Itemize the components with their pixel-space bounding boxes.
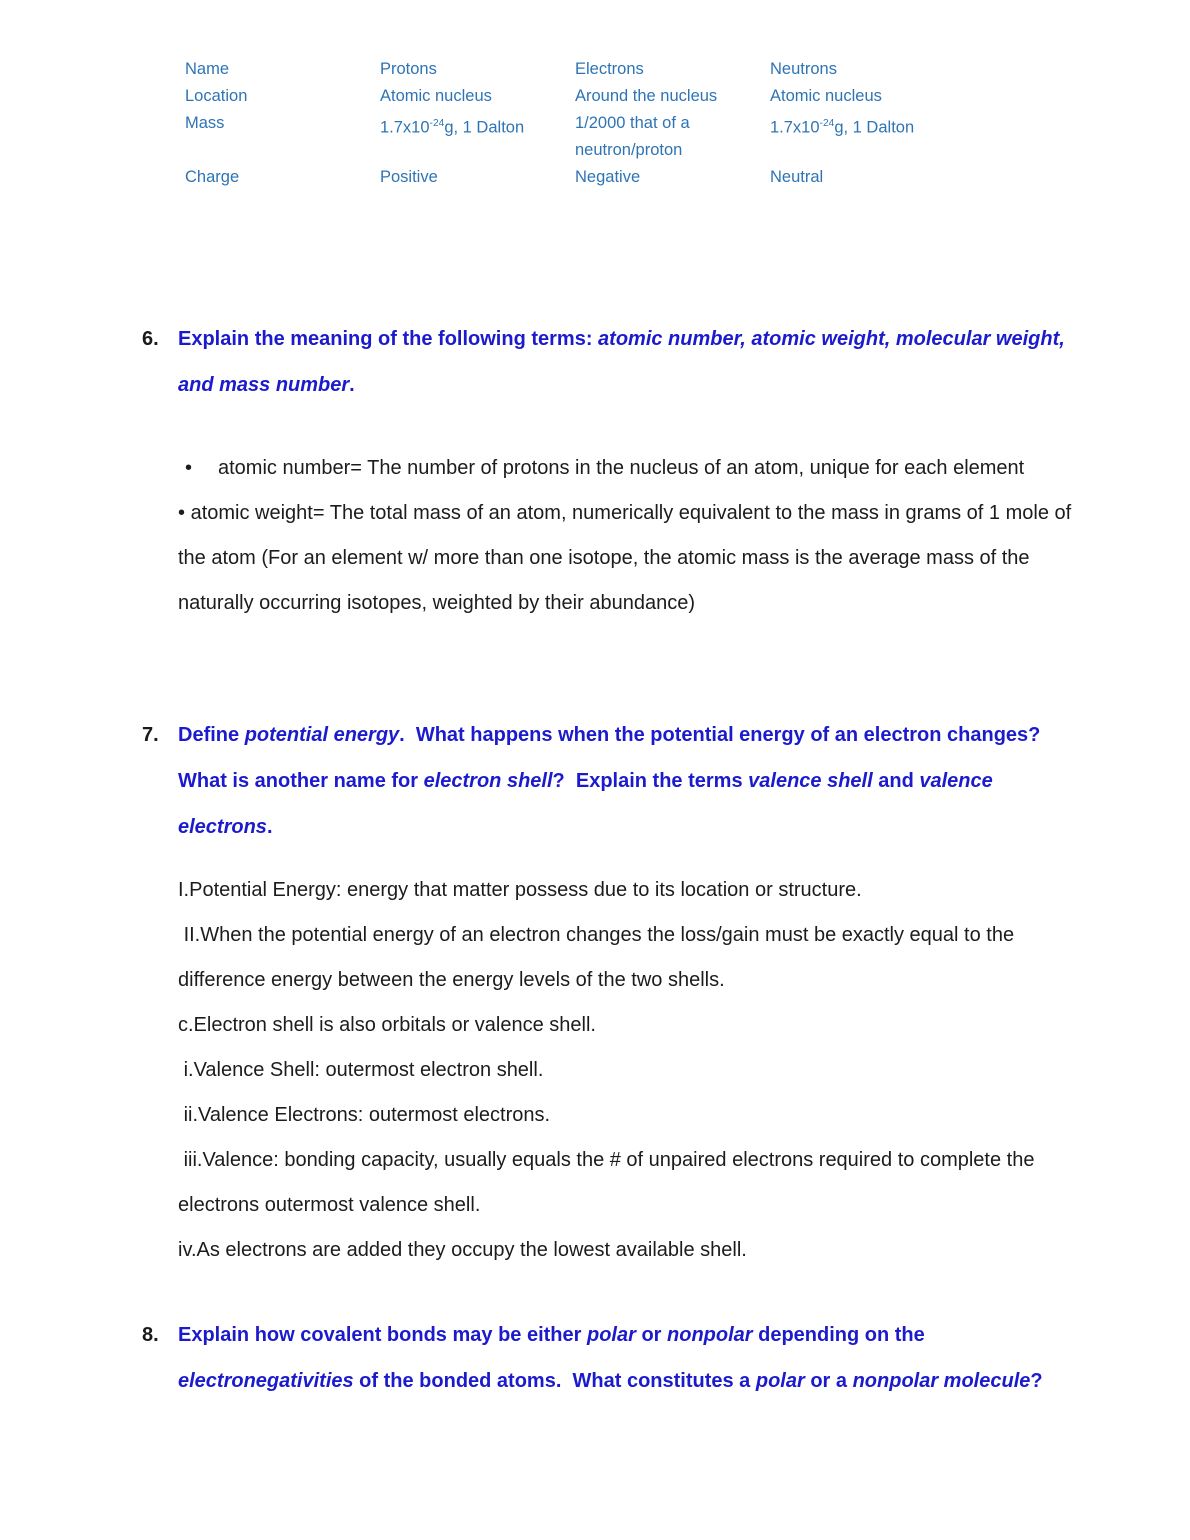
table-cell: Protons bbox=[380, 60, 437, 78]
question-8 bbox=[142, 1312, 1068, 1404]
question-8-text: Explain how covalent bonds may be either polar or nonpolar depending on the electronegativities of the bonded atoms. What constitutes a polar or a nonpolar molecule? bbox=[178, 1324, 1043, 1392]
table-cell: Mass bbox=[185, 114, 225, 132]
answer-line: I.Potential Energy: energy that matter possess due to its location or structure. bbox=[178, 879, 862, 901]
bullet-text: atomic number= The number of protons in the nucleus of an atom, unique for each element bbox=[218, 457, 1025, 479]
table-cell: Electrons bbox=[575, 60, 644, 78]
question-7-text: Define potential energy. What happens when the potential energy of an electron changes? What is another name for electron shell? Explain the terms valence shell and valence electrons. bbox=[178, 724, 1052, 838]
question-6-text: Explain the meaning of the following terms: atomic number, atomic weight, molecular weight, and mass number. bbox=[178, 328, 1071, 396]
answer-line: II.When the potential energy of an electron changes the loss/gain must be exactly equal to the difference energy between the energy levels of the two shells. bbox=[178, 924, 1020, 991]
question-7 bbox=[142, 712, 1068, 850]
question-6-number: 6. bbox=[142, 328, 159, 350]
answer-line: i.Valence Shell: outermost electron shell. bbox=[178, 1059, 544, 1081]
table-cell: Atomic nucleus bbox=[380, 87, 492, 105]
answer-line: iv.As electrons are added they occupy the lowest available shell. bbox=[178, 1239, 747, 1261]
atom-properties-table bbox=[185, 56, 926, 191]
table-cell: Negative bbox=[575, 168, 641, 186]
table-cell: Around the nucleus bbox=[575, 87, 718, 105]
question-8-number: 8. bbox=[142, 1324, 159, 1346]
bullet-marker: • bbox=[185, 457, 193, 479]
table-cell: Name bbox=[185, 60, 230, 78]
answer-line: c.Electron shell is also orbitals or valence shell. bbox=[178, 1014, 596, 1036]
answer-line: ii.Valence Electrons: outermost electrons. bbox=[178, 1104, 551, 1126]
table-cell: Location bbox=[185, 87, 248, 105]
table-cell: 1/2000 that of a neutron/proton bbox=[575, 114, 690, 159]
bullet-item bbox=[178, 491, 1093, 626]
question-7-number: 7. bbox=[142, 724, 159, 746]
answer-line: iii.Valence: bonding capacity, usually equals the # of unpaired electrons required to complete the electrons outermost valence shell. bbox=[178, 1149, 1041, 1216]
bullet-text: atomic weight= The total mass of an atom, numerically equivalent to the mass in grams of 1 mole of the atom (For an element w/ more than one isotope, the atomic mass is the average mass of the naturally occurring isotopes, weighted by their abundance) bbox=[178, 502, 1077, 614]
table-cell: $1.7x10^{-24}g$, 1 Dalton bbox=[380, 118, 525, 137]
table-cell: $1.7x10^{-24}g$, 1 Dalton bbox=[770, 118, 915, 137]
bullet-item bbox=[178, 446, 1093, 491]
question-6 bbox=[142, 316, 1071, 408]
bullet-marker: • bbox=[178, 502, 186, 524]
table-cell: Positive bbox=[380, 168, 438, 186]
table-cell: Atomic nucleus bbox=[770, 87, 882, 105]
table-cell: Charge bbox=[185, 168, 240, 186]
table-cell: Neutral bbox=[770, 168, 824, 186]
question-7-answers bbox=[178, 868, 1093, 1273]
question-6-answers bbox=[178, 446, 1093, 626]
table-cell: Neutrons bbox=[770, 60, 837, 78]
